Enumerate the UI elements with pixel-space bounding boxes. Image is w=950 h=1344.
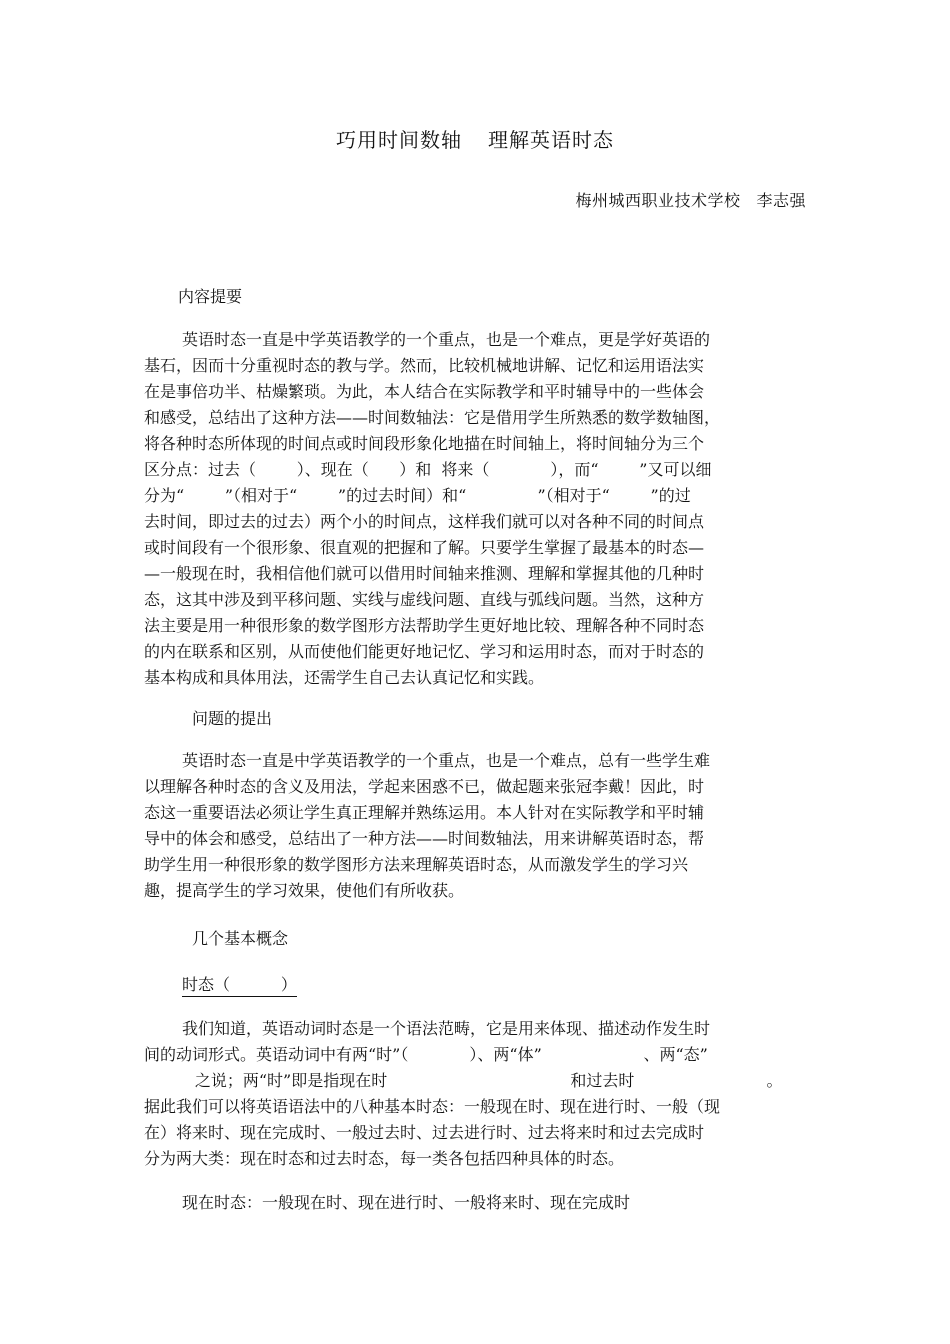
paragraph-line: 法主要是用一种很形象的数学图形方法帮助学生更好地比较、理解各种不同时态 [144, 616, 705, 635]
paragraph-line: 间的动词形式。英语动词中有两“时”（ ）、两“体” 、两“态” [144, 1045, 708, 1064]
problem-paragraph [144, 748, 808, 904]
term-tense: 时态（ ） [182, 972, 297, 997]
paragraph-line: 去时间，即过去的过去）两个小的时间点，这样我们就可以对各种不同的时间点 [144, 512, 705, 531]
paragraph-line: 或时间段有一个很形象、很直观的把握和了解。只要学生掌握了最基本的时态— [144, 538, 705, 557]
author-school: 梅州城西职业技术学校 [575, 191, 741, 210]
concepts-paragraph [144, 1016, 808, 1172]
paragraph-line: 区分点：过去（ ）、现在（ ）和 将来（ ），而“ ”又可以细 [144, 460, 712, 479]
paragraph-line: 态，这其中涉及到平移问题、实线与虚线问题、直线与弧线问题。当然，这种方 [144, 590, 705, 609]
paragraph-line: 的内在联系和区别，从而使他们能更好地记忆、学习和运用时态，而对于时态的 [144, 642, 705, 661]
document-title [0, 124, 950, 153]
present-tenses-line: 现在时态：一般现在时、现在进行时、一般将来时、现在完成时 [182, 1193, 631, 1212]
heading-problem: 问题的提出 [192, 709, 273, 728]
paragraph-line: 导中的体会和感受，总结出了一种方法——时间数轴法，用来讲解英语时态，帮 [144, 829, 705, 848]
paragraph-line: 之说；两“时”即是指现在时 和过去时 。 [144, 1071, 783, 1090]
paragraph-line: 我们知道，英语动词时态是一个语法范畴，它是用来体现、描述动作发生时 [182, 1019, 711, 1038]
paragraph-line: 趣，提高学生的学习效果，使他们有所收获。 [144, 881, 465, 900]
paragraph-line: 助学生用一种很形象的数学图形方法来理解英语时态，从而激发学生的学习兴 [144, 855, 689, 874]
author-line [575, 188, 806, 211]
paragraph-line: 将各种时态所体现的时间点或时间段形象化地描在时间轴上，将时间轴分为三个 [144, 434, 705, 453]
paragraph-line: 英语时态一直是中学英语教学的一个重点，也是一个难点，总有一些学生难 [182, 751, 711, 770]
paragraph-line: 据此我们可以将英语语法中的八种基本时态：一般现在时、现在进行时、一般（现 [144, 1097, 721, 1116]
paragraph-line: 在是事倍功半、枯燥繁琐。为此，本人结合在实际教学和平时辅导中的一些体会 [144, 382, 705, 401]
paragraph-line: 基本构成和具体用法，还需学生自己去认真记忆和实践。 [144, 668, 545, 687]
paragraph-line: 在）将来时、现在完成时、一般过去时、过去进行时、过去将来时和过去完成时 [144, 1123, 705, 1142]
paragraph-line: 以理解各种时态的含义及用法，学起来困惑不已，做起题来张冠李戴！因此，时 [144, 777, 705, 796]
title-part-2: 理解英语时态 [488, 128, 614, 152]
title-part-1: 巧用时间数轴 [336, 128, 462, 152]
paragraph-line: 英语时态一直是中学英语教学的一个重点，也是一个难点，更是学好英语的 [182, 330, 711, 349]
paragraph-line: 基石，因而十分重视时态的教与学。然而，比较机械地讲解、记忆和运用语法实 [144, 356, 705, 375]
paragraph-line: 分为“ ”（相对于“ ”的过去时间）和“ ”（相对于“ ”的过 [144, 486, 691, 505]
heading-concepts: 几个基本概念 [192, 929, 289, 948]
paragraph-line: 态这一重要语法必须让学生真正理解并熟练运用。本人针对在实际教学和平时辅 [144, 803, 705, 822]
author-name: 李志强 [756, 191, 806, 210]
heading-abstract: 内容提要 [178, 287, 243, 306]
paragraph-line: 和感受，总结出了这种方法——时间数轴法：它是借用学生所熟悉的数学数轴图， [144, 408, 721, 427]
abstract-paragraph [144, 327, 808, 691]
paragraph-line: 分为两大类：现在时态和过去时态，每一类各包括四种具体的时态。 [144, 1149, 625, 1168]
paragraph-line: —一般现在时，我相信他们就可以借用时间轴来推测、理解和掌握其他的几种时 [144, 564, 705, 583]
